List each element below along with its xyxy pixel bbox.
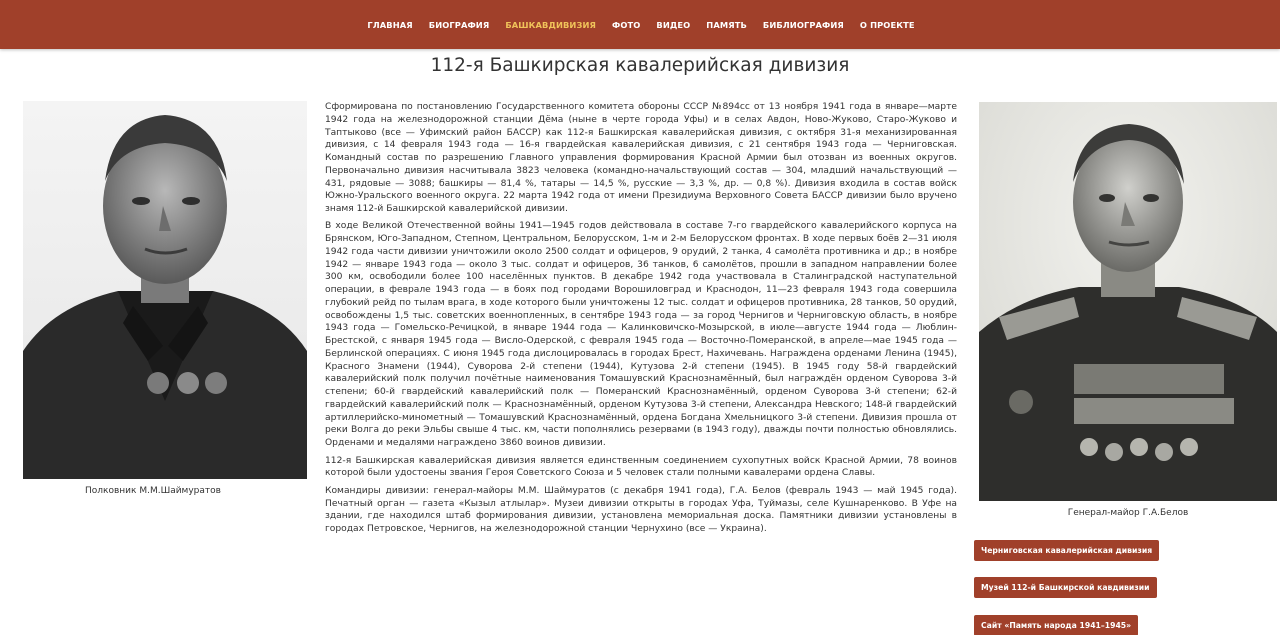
chernigov-division-link-button[interactable]: Черниговская кавалерийская дивизия <box>974 540 1159 561</box>
people-memory-site-link-button[interactable]: Сайт «Память народа 1941–1945» <box>974 615 1138 635</box>
portrait-photo-belov <box>979 102 1277 501</box>
right-photo-caption: Генерал-майор Г.А.Белов <box>1067 508 1189 518</box>
article-paragraph-formation: Сформирована по постановлению Государственного комитета обороны СССР №894сс от 13 ноября 1941 года в январе—марте 1942 года на железнодорожной станции Дёма (ныне в черте города Уфы) и в селах Авдон, Ново-Жуково, Старо-Жуково и Таптыково (все — Уфимский район БАССР) как 112-я Башкирская кавалерийская дивизия, с октября 31-я механизированная дивизия, с 14 февраля 1943 года — 16-я гвардейская кавалерийская дивизия, с 21 сентября 1943 года — Черниговская. Командный состав по разрешению Главного управления формирования Красной Армии был отозван из военных округов. Первоначально дивизия насчитывала 3823 человека (командно-начальствующий состав — 304, младший начальствующий — 431, рядовые — 3088; башкиры — 81,4 %, татары — 14,5 %, русские — 3,3 %, др. — 0,8 %). Дивизия входила в состав войск Южно-Уральского военного округа. 22 марта 1942 года от имени Президиума Верховного Совета БАССР дивизии было вручено знамя 112-й Башкирской кавалерийской дивизии. <box>325 102 957 214</box>
nav-item-photo[interactable]: ФОТО <box>612 19 641 30</box>
article-paragraph-heroes: 112-я Башкирская кавалерийская дивизия является единственным соединением сухопутных войск Красной Армии, 78 воинов которой были удостоены звания Героя Советского Союза и 5 человек стали полными кавалерами ордена Славы. <box>325 455 957 479</box>
nav-item-video[interactable]: ВИДЕО <box>656 19 691 30</box>
division-museum-link-button[interactable]: Музей 112-й Башкирской кавдивизии <box>974 577 1157 598</box>
division-article <box>325 101 957 541</box>
portrait-photo-shaimuratov <box>23 101 307 479</box>
nav-item-biography[interactable]: БИОГРАФИЯ <box>428 19 490 30</box>
top-navbar <box>0 0 1280 49</box>
left-photo-caption: Полковник М.М.Шаймуратов <box>85 486 221 496</box>
nav-item-home[interactable]: ГЛАВНАЯ <box>367 19 413 30</box>
nav-item-bashkav-division[interactable]: БАШКАВДИВИЗИЯ <box>505 19 596 30</box>
article-paragraph-commanders: Командиры дивизии: генерал-майоры М.М. Шаймуратов (с декабря 1941 года), Г.А. Белов (февраль 1943 — май 1945 года). Печатный орган — газета «Кызыл атлылар». Музеи дивизии открыты в городах Уфа, Туймазы, селе Кушнаренково. В Уфе на здании, где находился штаб формирования дивизии, установлена мемориальная доска. Памятники дивизии установлены в городах Петровское, Чернигов, на железнодорожной станции Чернухино (все — Украина). <box>325 485 957 535</box>
page-title: 112-я Башкирская кавалерийская дивизия <box>430 55 850 76</box>
nav-item-about[interactable]: О ПРОЕКТЕ <box>859 19 915 30</box>
nav-menu <box>359 20 922 30</box>
article-paragraph-war-history: В ходе Великой Отечественной войны 1941—1945 годов действовала в составе 7-го гвардейского кавалерийского корпуса на Брянском, Юго-Западном, Степном, Центральном, Белорусском, 1-м и 2-м Белорусском фронтах. В ходе первых боёв 2—31 июля 1942 года части дивизии уничтожили около 2500 солдат и офицеров, 9 орудий, 2 танка, 4 самолёта противника и др.; в ноябре 1942 — январе 1943 года — около 3 тыс. солдат и офицеров, 36 танков, 6 самолётов, прошли в западном направлении более 300 км, освободили более 100 населённых пунктов. В декабре 1942 года участвовала в Сталинградской наступательной операции, в феврале 1943 года — в боях под городами Ворошиловград и Краснодон, 11—23 февраля 1943 года совершила глубокий рейд по тылам врага, в ходе которого были уничтожены 12 тыс. солдат и офицеров противника, 28 танков, 50 орудий, освобождены 1,5 тыс. советских военнопленных, в сентябре 1943 года — за город Чернигов и Черниговскую область, в ноябре 1943 года — Гомельско-Речицкой, в январе 1944 года — Калинковичско-Мозырской, в июле—августе 1944 года — Люблин-Брестской, с января 1945 года — Висло-Одерской, с февраля 1945 года — Восточно-Померанской, в апреле—мае 1945 года — Берлинской операциях. С июня 1945 года дислоцировалась в городах Брест, Нахичевань. Награждена орденами Ленина (1945), Красного Знамени (1944), Суворова 2-й степени (1944), Кутузова 2-й степени (1945). В 1945 году 58-й гвардейский кавалерийский полк получил почётные наименования Томашувский Краснознамённый, был награждён орденом Суворова 3-й степени; 60-й гвардейский кавалерийский полк — Померанский Краснознамённый, орденом Суворова 3-й степени; 62-й гвардейский кавалерийский полк — Краснознамённый, орденом Кутузова 3-й степени, Александра Невского; 148-й гвардейский артиллерийско-минометный — Томашувский Краснознамённый, ордена Богдана Хмельницкого 3-й степени. Дивизия прошла от реки Волга до реки Эльбы свыше 4 тыс. км, части пополнялись резервами (в 1943 году), дважды почти полностью обновлялись. Орденами и медалями награждено 3860 воинов дивизии. <box>325 221 957 449</box>
nav-item-bibliography[interactable]: БИБЛИОГРАФИЯ <box>762 19 844 30</box>
nav-item-memory[interactable]: ПАМЯТЬ <box>706 19 747 30</box>
